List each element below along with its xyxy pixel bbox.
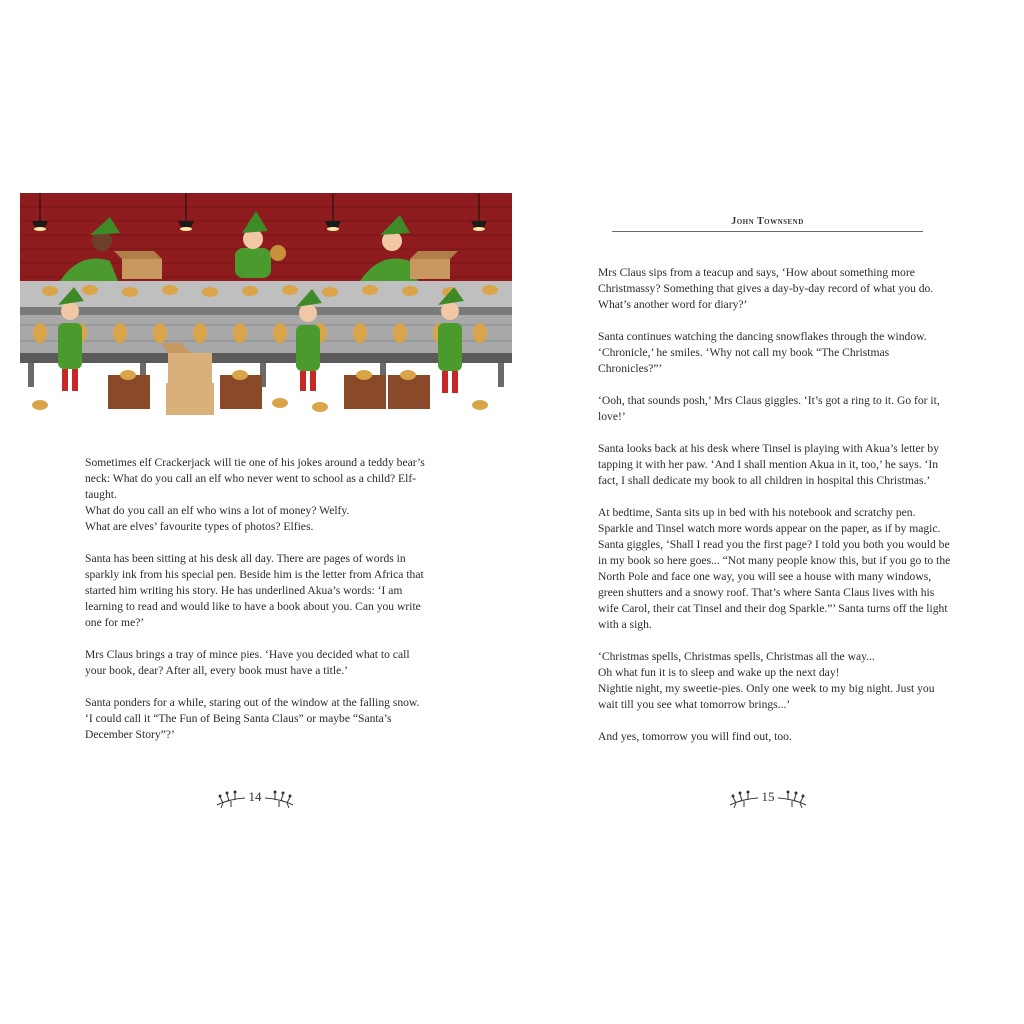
paragraph: And yes, tomorrow you will find out, too.: [598, 730, 792, 743]
author-name: John Townsend: [731, 216, 804, 227]
page-number: 14: [248, 789, 262, 804]
paragraph: Santa ponders for a while, staring out of the window at the falling snow. ‘I could call it “The Fun of Being Santa Claus” or maybe “Santa’s December Story”?’: [85, 696, 420, 741]
paragraph: Mrs Claus sips from a teacup and says, ‘How about something more Christmassy? Something that gives a day-by-day record of what you do. What’s another word for diary?’: [598, 266, 934, 311]
running-header: [612, 216, 923, 232]
right-page: [512, 0, 1024, 1024]
page-number: 15: [761, 789, 775, 804]
elf-workshop-illustration: [20, 193, 512, 415]
paragraph: ‘Christmas spells, Christmas spells, Christmas all the way... Oh what fun it is to sleep and wake up the next day! Nightie night, my sweetie-pies. Only one week to my big night. Just you wait till you see what tomorrow brings...’: [598, 650, 935, 711]
page-number-15: [728, 787, 808, 811]
header-rule: [612, 231, 923, 232]
right-page-body-text: [598, 265, 953, 761]
left-page-body-text: [85, 455, 425, 759]
paragraph: Santa continues watching the dancing snowflakes through the window. ‘Chronicle,’ he smiles. ‘Why not call my book “The Christmas Chronicles?”’: [598, 330, 927, 375]
paragraph: Santa looks back at his desk where Tinsel is playing with Akua’s letter by tapping it with her paw. ‘And I shall mention Akua in it, too,’ he says. ‘In fact, I shall dedicate my book to all children in hospital this Christmas.’: [598, 442, 940, 487]
cardboard-boxes: [162, 343, 214, 415]
paragraph: At bedtime, Santa sits up in bed with his notebook and scratchy pen. Sparkle and Tinsel watch more words appear on the paper, as if by magic. Santa giggles, ‘Shall I read you the first page? I told you both you would be in my book so here goes... “Not many people know this, but if you go to the North Pole and face one way, you will see a house with many windows, green shutters and a snowy roof. That’s where Santa Claus lives with his wife Carol, their cat Tinsel and their dog Sparkle.”’ Santa turns off the light with a sigh.: [598, 506, 951, 631]
paragraph: Santa has been sitting at his desk all day. There are pages of words in sparkly ink from his special pen. Beside him is the letter from Africa that started him writing his story. He has underlined Akua’s words: ‘I am learning to read and would like to have a book about you. Can you write one for me?’: [85, 552, 424, 629]
paragraph: Mrs Claus brings a tray of mince pies. ‘Have you decided what to call your book, dear? After all, every book must have a title.’: [85, 648, 410, 677]
paragraph: ‘Ooh, that sounds posh,’ Mrs Claus giggles. ‘It’s got a ring to it. Go for it, love!’: [598, 394, 940, 423]
paragraph: Sometimes elf Crackerjack will tie one of his jokes around a teddy bear’s neck: What do you call an elf who never went to school as a child? Elf-taught. What do you call an elf who wins a lot of money? Welfy. What are elves’ favourite types of photos? Elfies.: [85, 456, 425, 533]
page-number-14: [215, 787, 295, 811]
